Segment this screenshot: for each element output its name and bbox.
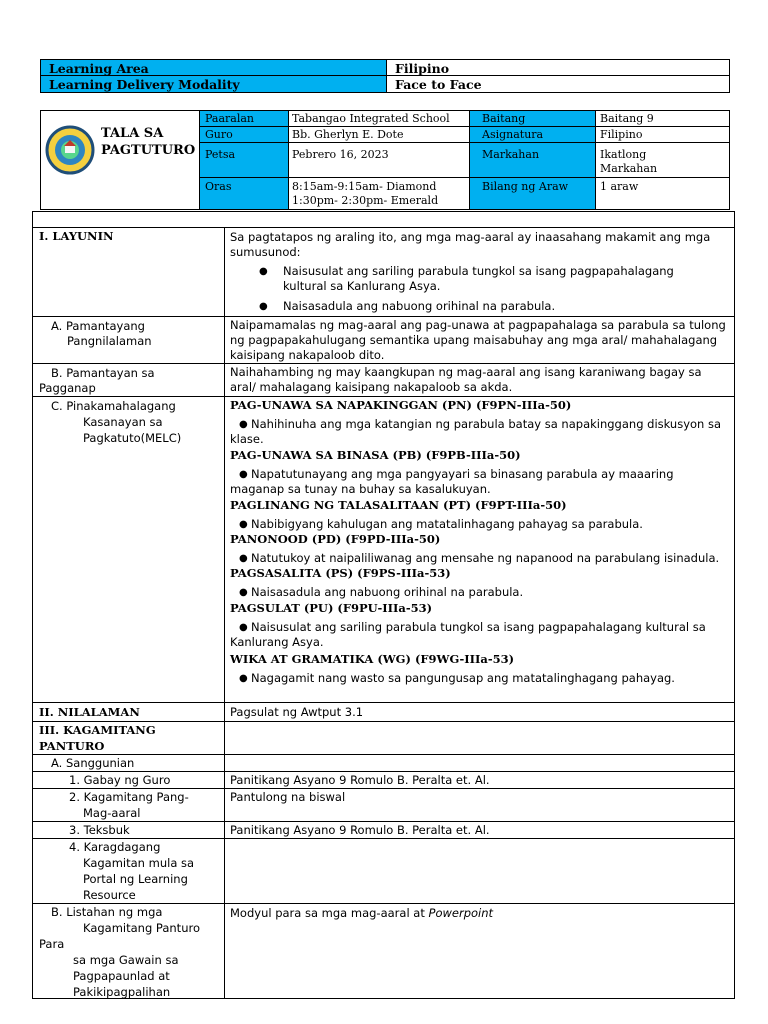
karagdagan-label-4: Resource xyxy=(83,888,136,902)
teksbuk-value: Panitikang Asyano 9 Romulo B. Peralta et. Al. xyxy=(230,823,490,837)
pn-heading: PAG-UNAWA SA NAPAKINGGAN (PN) (F9PN-IIIa-50) xyxy=(230,398,572,412)
row-line xyxy=(199,177,729,178)
nilalaman-label: II. NILALAMAN xyxy=(39,705,140,719)
bullet-icon: ● xyxy=(239,519,248,530)
row-line xyxy=(33,838,734,839)
bullet-icon: ● xyxy=(259,301,268,312)
lesson-header xyxy=(40,110,730,210)
powerpoint-text: Powerpoint xyxy=(428,906,494,920)
pd-text-1: Natutukoy at naipaliliwanag ang mensahe ng napanood na parabulang isinadula. xyxy=(251,551,720,565)
row-line xyxy=(33,363,734,364)
school-seal-icon xyxy=(45,125,95,175)
petsa-value: Pebrero 16, 2023 xyxy=(292,148,389,161)
pb-text-1: Napatutunayang ang mga pangyayari sa binasang parabula ay maaaring xyxy=(251,467,674,481)
sanggunian-label: A. Sanggunian xyxy=(51,756,135,770)
delivery-modality-value: Face to Face xyxy=(395,77,482,92)
lesson-plan-table xyxy=(32,211,735,999)
markahan-value-1: Ikatlong xyxy=(600,148,647,161)
listahan-label-6: Pakikipagpalihan xyxy=(73,985,171,999)
pagganap-label-2: Pagganap xyxy=(39,381,96,395)
pn-text-2: klase. xyxy=(230,432,264,446)
markahan-value-2: Markahan xyxy=(600,162,658,175)
pt-text-1: Nabibigyang kahulugan ang matatalinhagang pahayag sa parabula. xyxy=(251,517,643,531)
info-table xyxy=(40,59,730,93)
petsa-label: Petsa xyxy=(205,148,236,161)
nilalaman-text: Pagsulat ng Awtput 3.1 xyxy=(230,705,364,719)
kagamitan-label-1: III. KAGAMITANG xyxy=(39,723,156,737)
gabay-label: 1. Gabay ng Guro xyxy=(69,773,171,787)
pb-text-2: maganap sa tunay na buhay sa kasalukuyan. xyxy=(230,482,491,496)
learning-area-value: Filipino xyxy=(395,61,450,76)
form-title-line1: TALA SA xyxy=(101,126,164,141)
bullet-icon: ● xyxy=(239,553,248,564)
bullet-icon: ● xyxy=(239,587,248,598)
melc-label-3: Pagkatuto(MELC) xyxy=(83,431,182,445)
markahan-label: Markahan xyxy=(482,148,540,161)
pu-text-1: Naisusulat ang sariling parabula tungkol sa isang pagpapahalagang kultural sa xyxy=(251,620,706,634)
row-line xyxy=(33,788,734,789)
asignatura-value: Filipino xyxy=(600,128,643,141)
asignatura-label: Asignatura xyxy=(482,128,544,141)
pu-heading: PAGSULAT (PU) (F9PU-IIIa-53) xyxy=(230,601,433,615)
wg-heading: WIKA AT GRAMATIKA (WG) (F9WG-IIIa-53) xyxy=(230,652,515,666)
row-line xyxy=(33,903,734,904)
pamantayang-text-1: Naipamamalas ng mag-aaral ang pag-unawa at pagpapahalaga sa parabula sa tulong xyxy=(230,318,726,332)
delivery-modality-label: Learning Delivery Modality xyxy=(49,77,240,92)
bullet-icon: ● xyxy=(239,622,248,633)
teksbuk-label: 3. Teksbuk xyxy=(69,823,130,837)
pagganap-label-1: B. Pamantayan sa xyxy=(51,366,155,380)
layunin-bullet-1a: Naisusulat ang sariling parabula tungkol sa isang pagpapahalagang xyxy=(283,264,674,278)
modyul-value xyxy=(230,906,493,920)
paaralan-label: Paaralan xyxy=(205,112,255,125)
pn-text-1: Nahihinuha ang mga katangian ng parabula batay sa napakinggang diskusyon sa xyxy=(251,417,722,431)
pamantayang-text-3: kaisipang nakapaloob dito. xyxy=(230,348,385,362)
listahan-label-4: sa mga Gawain sa xyxy=(73,953,179,967)
ps-heading: PAGSASALITA (PS) (F9PS-IIIa-53) xyxy=(230,566,451,580)
layunin-label: I. LAYUNIN xyxy=(39,229,114,243)
pd-heading: PANONOOD (PD) (F9PD-IIIa-50) xyxy=(230,532,441,546)
ps-text-1: Naisasadula ang nabuong orihinal na parabula. xyxy=(251,585,524,599)
guro-value: Bb. Gherlyn E. Dote xyxy=(292,128,404,141)
paaralan-value: Tabangao Integrated School xyxy=(292,112,450,125)
oras-value-2: 1:30pm- 2:30pm- Emerald xyxy=(292,194,439,207)
row-line xyxy=(199,126,729,127)
bilang-value: 1 araw xyxy=(600,180,639,193)
bilang-label: Bilang ng Araw xyxy=(482,180,569,193)
pb-heading: PAG-UNAWA SA BINASA (PB) (F9PB-IIIa-50) xyxy=(230,448,521,462)
pamantayang-label-1: A. Pamantayang xyxy=(51,319,145,333)
listahan-label-1: B. Listahan ng mga xyxy=(51,905,163,919)
pang-value: Pantulong na biswal xyxy=(230,790,346,804)
layunin-bullet-1b: kultural sa Kanlurang Asya. xyxy=(283,279,441,293)
pamantayang-label-2: Pangnilalaman xyxy=(67,334,152,348)
karagdagan-label-3: Portal ng Learning xyxy=(83,872,188,886)
kagamitan-label-2: PANTURO xyxy=(39,739,105,753)
form-title-line2: PAGTUTURO xyxy=(101,143,196,158)
row-line xyxy=(33,721,734,722)
row-line xyxy=(33,771,734,772)
row-line xyxy=(33,396,734,397)
bullet-icon: ● xyxy=(239,469,248,480)
karagdagan-label-1: 4. Karagdagang xyxy=(69,840,161,854)
karagdagan-label-2: Kagamitan mula sa xyxy=(83,856,195,870)
bullet-icon: ● xyxy=(239,673,248,684)
column-line xyxy=(224,227,225,998)
listahan-label-5: Pagpapaunlad at xyxy=(73,969,170,983)
melc-label-1: C. Pinakamahalagang xyxy=(51,399,176,413)
guro-label: Guro xyxy=(205,128,233,141)
layunin-intro-2: sumusunod: xyxy=(230,245,301,259)
pagganap-text-1: Naihahambing ng may kaangkupan ng mag-aaral ang isang karaniwang bagay sa xyxy=(230,365,702,379)
row-line xyxy=(33,702,734,703)
modyul-text: Modyul para sa mga mag-aaral at xyxy=(230,906,429,920)
pu-text-2: Kanlurang Asya. xyxy=(230,635,324,649)
oras-label: Oras xyxy=(205,180,232,193)
row-line xyxy=(199,142,729,143)
gabay-value: Panitikang Asyano 9 Romulo B. Peralta et. Al. xyxy=(230,773,490,787)
wg-text-1: Nagagamit nang wasto sa pangungusap ang matatalinghagang pahayag. xyxy=(251,671,675,685)
baitang-value: Baitang 9 xyxy=(600,112,654,125)
row-line xyxy=(33,227,734,228)
bullet-icon: ● xyxy=(259,266,268,277)
pang-label-2: Mag-aaral xyxy=(83,806,141,820)
listahan-label-3: Para xyxy=(39,937,65,951)
row-line xyxy=(33,821,734,822)
bullet-icon: ● xyxy=(239,419,248,430)
learning-area-label: Learning Area xyxy=(49,61,149,76)
layunin-bullet-2: Naisasadula ang nabuong orihinal na parabula. xyxy=(283,299,556,313)
layunin-intro-1: Sa pagtatapos ng araling ito, ang mga mag-aaral ay inaasahang makamit ang mga xyxy=(230,230,711,244)
pt-heading: PAGLINANG NG TALASALITAAN (PT) (F9PT-IIIa-50) xyxy=(230,498,567,512)
pagganap-text-2: aral/ mahalagang kaisipang nakapaloob sa akda. xyxy=(230,380,513,394)
row-line xyxy=(33,316,734,317)
baitang-label: Baitang xyxy=(482,112,526,125)
oras-value-1: 8:15am-9:15am- Diamond xyxy=(292,180,437,193)
pang-label-1: 2. Kagamitang Pang- xyxy=(69,790,189,804)
listahan-label-2: Kagamitang Panturo xyxy=(83,921,200,935)
melc-label-2: Kasanayan sa xyxy=(83,415,163,429)
pamantayang-text-2: ng pagpapakahulugang semantika upang maisabuhay ang mga aral/ mahahalagang xyxy=(230,333,718,347)
row-line xyxy=(33,754,734,755)
